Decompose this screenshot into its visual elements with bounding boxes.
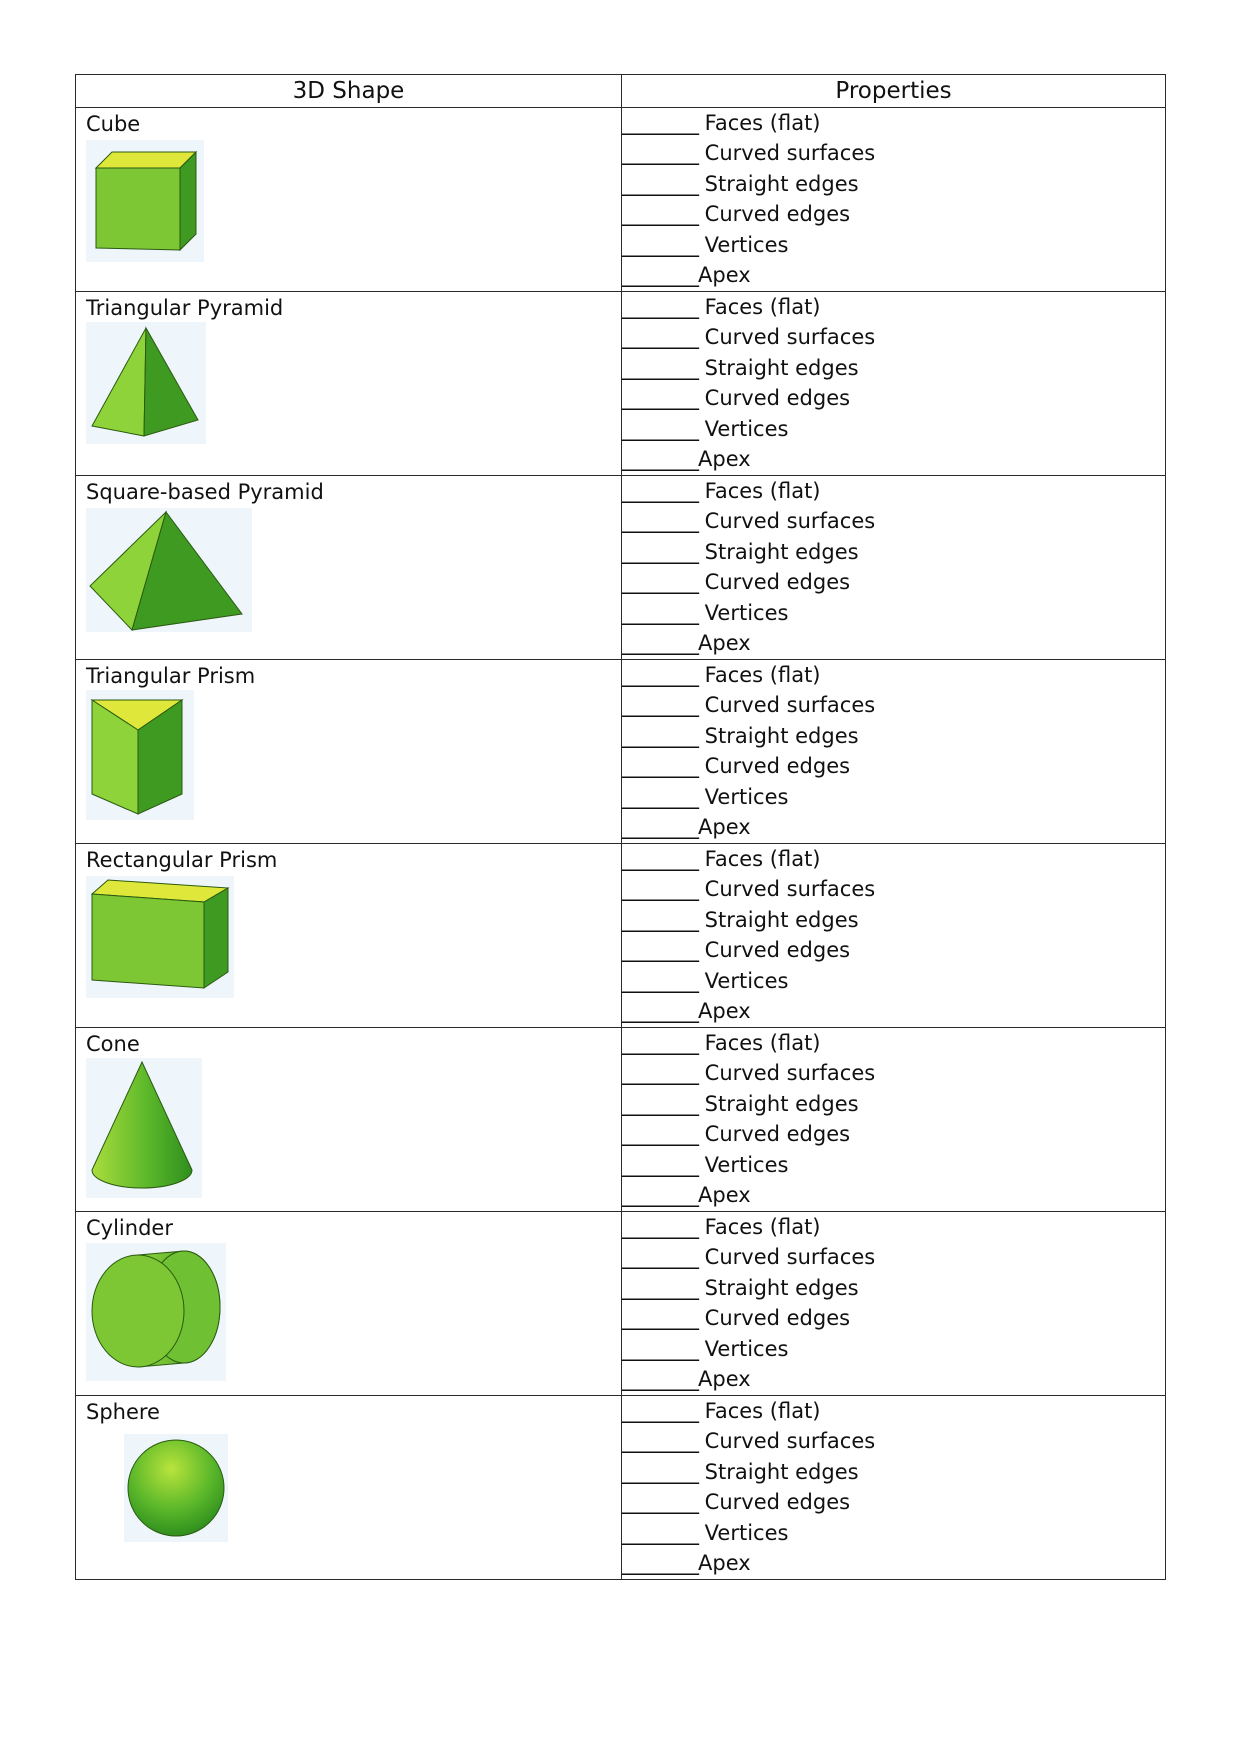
answer-blank[interactable]: ________ [622,1215,698,1239]
answer-blank[interactable]: ________ [622,1091,698,1116]
property-line [622,199,1165,229]
shape-name: Sphere [86,1400,160,1424]
shape-cell [76,108,622,292]
property-label: Vertices [698,1520,789,1545]
property-label: Straight edges [698,355,859,380]
shape-name: Cube [86,112,141,136]
property-line [622,690,1165,720]
property-label: Apex [698,1551,751,1576]
property-line [622,230,1165,260]
answer-blank[interactable]: ________ [622,1367,698,1392]
shape-name: Cone [86,1032,140,1056]
shape-cell [76,844,622,1028]
property-label: Faces (flat) [698,295,821,319]
properties-cell [622,476,1166,660]
answer-blank[interactable]: ________ [622,171,698,196]
answer-blank[interactable]: ________ [622,1061,698,1086]
shape-cell [76,292,622,476]
answer-blank[interactable]: ________ [622,815,698,840]
triangular-pyramid-icon [86,322,206,444]
answer-blank[interactable]: ________ [622,539,698,564]
property-line [622,506,1165,536]
shapes-properties-table [75,74,1166,1580]
answer-blank[interactable]: ________ [622,1551,698,1576]
property-label: Faces (flat) [698,1031,821,1055]
shape-name: Square-based Pyramid [86,480,324,504]
answer-blank[interactable]: ________ [622,479,698,503]
property-label: Straight edges [698,723,859,748]
properties-cell [622,108,1166,292]
properties-cell [622,844,1166,1028]
answer-blank[interactable]: ________ [622,1031,698,1055]
property-line [622,812,1165,842]
property-label: Apex [698,447,751,472]
answer-blank[interactable]: ________ [622,968,698,993]
property-line [622,874,1165,904]
property-label: Curved edges [698,570,851,595]
property-label: Straight edges [698,171,859,196]
table-header-row [76,75,1166,108]
property-label: Curved edges [698,1306,851,1331]
shape-cell [76,476,622,660]
answer-blank[interactable]: ________ [622,570,698,595]
shape-cell [76,1212,622,1396]
shape-name: Triangular Pyramid [86,296,284,320]
property-label: Curved surfaces [698,1245,876,1270]
property-line [622,1487,1165,1517]
sphere-icon [124,1434,228,1542]
properties-cell [622,1212,1166,1396]
property-line [622,1303,1165,1333]
shape-name: Rectangular Prism [86,848,278,872]
property-label: Curved edges [698,938,851,963]
property-line [622,1089,1165,1119]
properties-cell [622,292,1166,476]
property-label: Curved surfaces [698,693,876,718]
property-label: Straight edges [698,1275,859,1300]
table-row [76,1028,1166,1212]
property-line [622,1212,1165,1242]
table-row [76,1212,1166,1396]
table-row [76,292,1166,476]
property-line [622,476,1165,506]
properties-cell [622,1396,1166,1580]
property-line [622,660,1165,690]
property-line [622,292,1165,322]
property-label: Faces (flat) [698,111,821,135]
answer-blank[interactable]: ________ [622,1459,698,1484]
property-label: Vertices [698,968,789,993]
table-row [76,844,1166,1028]
cone-icon [86,1058,202,1198]
answer-blank[interactable]: ________ [622,1183,698,1208]
answer-blank[interactable]: ________ [622,447,698,472]
cylinder-icon [86,1243,226,1381]
property-line [622,1548,1165,1578]
property-line [622,1334,1165,1364]
answer-blank[interactable]: ________ [622,1306,698,1331]
property-label: Faces (flat) [698,663,821,687]
property-label: Vertices [698,232,789,257]
answer-blank[interactable]: ________ [622,1429,698,1454]
property-line [622,414,1165,444]
square-pyramid-icon [86,508,252,632]
cube-icon [86,140,204,262]
property-label: Apex [698,999,751,1024]
answer-blank[interactable]: ________ [622,263,698,288]
answer-blank[interactable]: ________ [622,938,698,963]
property-line [622,567,1165,597]
shape-cell [76,660,622,844]
property-label: Vertices [698,1152,789,1177]
property-line [622,1119,1165,1149]
property-line [622,1426,1165,1456]
header-3d-shape: 3D Shape [76,75,622,108]
answer-blank[interactable]: ________ [622,509,698,534]
property-line [622,935,1165,965]
property-line [622,996,1165,1026]
property-label: Apex [698,1367,751,1392]
property-label: Straight edges [698,1459,859,1484]
table-row [76,108,1166,292]
answer-blank[interactable]: ________ [622,847,698,871]
property-label: Curved edges [698,1490,851,1515]
answer-blank[interactable]: ________ [622,232,698,257]
property-label: Curved edges [698,754,851,779]
property-label: Curved edges [698,202,851,227]
header-properties: Properties [622,75,1166,108]
property-label: Curved edges [698,386,851,411]
property-label: Curved surfaces [698,1429,876,1454]
property-line [622,444,1165,474]
shape-cell [76,1028,622,1212]
properties-cell [622,1028,1166,1212]
answer-blank[interactable]: ________ [622,631,698,656]
property-label: Faces (flat) [698,479,821,503]
answer-blank[interactable]: ________ [622,784,698,809]
answer-blank[interactable]: ________ [622,723,698,748]
table-row [76,660,1166,844]
property-line [622,353,1165,383]
property-line [622,537,1165,567]
rectangular-prism-icon [86,876,234,998]
answer-blank[interactable]: ________ [622,1245,698,1270]
properties-cell [622,660,1166,844]
table-row [76,476,1166,660]
property-line [622,1150,1165,1180]
answer-blank[interactable]: ________ [622,1336,698,1361]
property-label: Apex [698,1183,751,1208]
property-line [622,260,1165,290]
property-line [622,1273,1165,1303]
property-line [622,1242,1165,1272]
shape-name: Triangular Prism [86,664,256,688]
property-line [622,1028,1165,1058]
property-line [622,1058,1165,1088]
table-row [76,1396,1166,1580]
property-line [622,751,1165,781]
answer-blank[interactable]: ________ [622,295,698,319]
property-label: Vertices [698,1336,789,1361]
answer-blank[interactable]: ________ [622,111,698,135]
property-label: Faces (flat) [698,847,821,871]
property-label: Straight edges [698,907,859,932]
property-line [622,1180,1165,1210]
answer-blank[interactable]: ________ [622,693,698,718]
answer-blank[interactable]: ________ [622,999,698,1024]
property-line [622,844,1165,874]
property-label: Vertices [698,784,789,809]
property-label: Straight edges [698,539,859,564]
property-label: Faces (flat) [698,1399,821,1423]
property-label: Apex [698,631,751,656]
property-label: Straight edges [698,1091,859,1116]
answer-blank[interactable]: ________ [622,1122,698,1147]
triangular-prism-icon [86,690,194,820]
property-label: Curved surfaces [698,325,876,350]
answer-blank[interactable]: ________ [622,1275,698,1300]
property-label: Apex [698,815,751,840]
answer-blank[interactable]: ________ [622,416,698,441]
answer-blank[interactable]: ________ [622,907,698,932]
answer-blank[interactable]: ________ [622,600,698,625]
answer-blank[interactable]: ________ [622,877,698,902]
property-line [622,1518,1165,1548]
answer-blank[interactable]: ________ [622,202,698,227]
property-line [622,108,1165,138]
property-label: Curved surfaces [698,877,876,902]
shape-cell [76,1396,622,1580]
shape-name: Cylinder [86,1216,173,1240]
property-line [622,628,1165,658]
answer-blank[interactable]: ________ [622,141,698,166]
property-label: Faces (flat) [698,1215,821,1239]
property-line [622,383,1165,413]
property-line [622,782,1165,812]
answer-blank[interactable]: ________ [622,1490,698,1515]
property-label: Apex [698,263,751,288]
property-line [622,1396,1165,1426]
answer-blank[interactable]: ________ [622,386,698,411]
answer-blank[interactable]: ________ [622,754,698,779]
property-label: Curved surfaces [698,141,876,166]
property-label: Curved edges [698,1122,851,1147]
answer-blank[interactable]: ________ [622,1152,698,1177]
answer-blank[interactable]: ________ [622,1399,698,1423]
answer-blank[interactable]: ________ [622,355,698,380]
property-label: Curved surfaces [698,1061,876,1086]
property-line [622,905,1165,935]
property-label: Vertices [698,416,789,441]
property-line [622,598,1165,628]
answer-blank[interactable]: ________ [622,325,698,350]
property-line [622,1364,1165,1394]
property-label: Curved surfaces [698,509,876,534]
answer-blank[interactable]: ________ [622,1520,698,1545]
property-line [622,169,1165,199]
property-line [622,721,1165,751]
property-line [622,1457,1165,1487]
property-line [622,138,1165,168]
property-line [622,966,1165,996]
property-line [622,322,1165,352]
answer-blank[interactable]: ________ [622,663,698,687]
property-label: Vertices [698,600,789,625]
